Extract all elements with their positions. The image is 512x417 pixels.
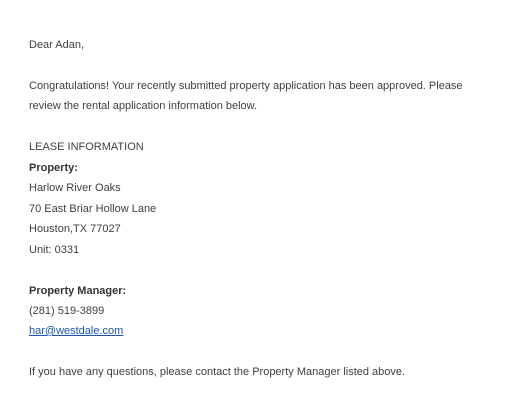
property-manager-label: Property Manager: (29, 285, 127, 297)
intro-text-line-1: Congratulations! Your recently submitted property application has been approved. Please (29, 80, 463, 92)
address-street: 70 East Briar Hollow Lane (29, 203, 157, 215)
intro-text-line-2: review the rental application information below. (29, 100, 258, 112)
manager-email-link[interactable]: har@westdale.com (29, 325, 124, 337)
lease-information-heading: LEASE INFORMATION (29, 141, 144, 153)
greeting: Dear Adan, (29, 39, 85, 51)
address-city: Houston,TX 77027 (29, 223, 121, 235)
manager-phone: (281) 519-3899 (29, 305, 105, 317)
unit-number: Unit: 0331 (29, 244, 80, 256)
property-label: Property: (29, 162, 78, 174)
closing-text: If you have any questions, please contact the Property Manager listed above. (29, 366, 406, 378)
property-name: Harlow River Oaks (29, 182, 121, 194)
